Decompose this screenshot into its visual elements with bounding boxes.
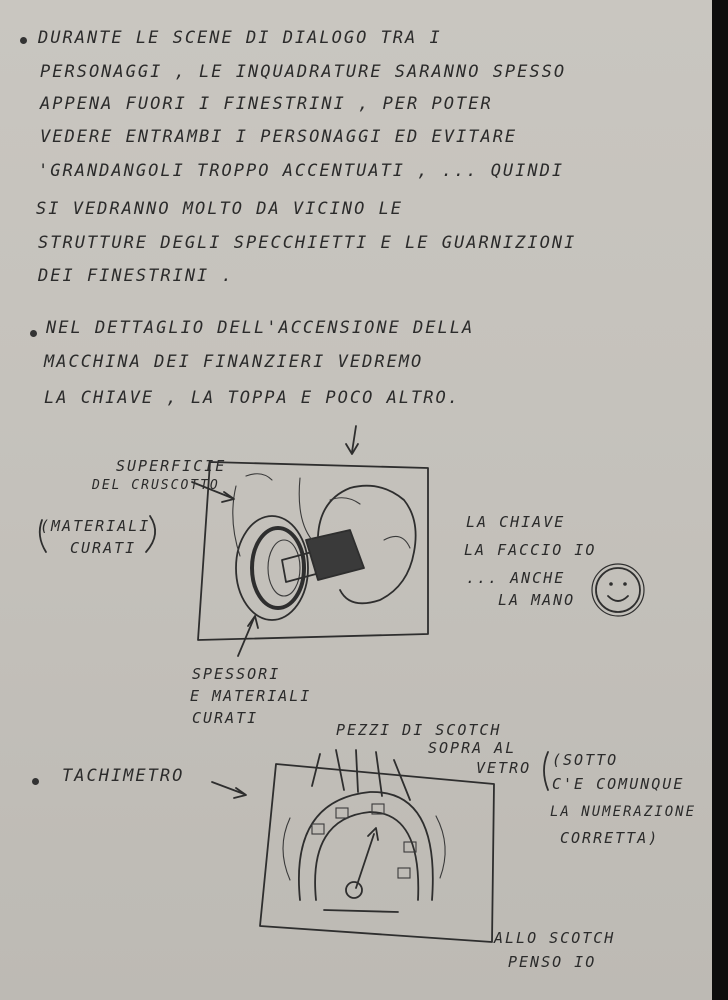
text-line: STRUTTURE DEGLI SPECCHIETTI E LE GUARNIZIONI [38, 233, 577, 253]
label-materiali-line2: CURATI [70, 539, 137, 557]
text-line: SI VEDRANNO MOLTO DA VICINO LE [36, 199, 404, 219]
label-chiave-line1: LA CHIAVE [466, 513, 566, 531]
label-chiave-line4: LA MANO [498, 591, 576, 609]
text-line: DEI FINESTRINI . [38, 266, 234, 286]
label-chiave-line2: LA FACCIO IO [464, 541, 597, 559]
label-scotch-line3: VETRO [476, 759, 532, 777]
label-scotch-line2: SOPRA AL [428, 739, 517, 757]
label-superficie-line2: DEL CRUSCOTTO [92, 478, 220, 493]
label-materiali-line1: (MATERIALI [40, 517, 151, 535]
text-line: LA CHIAVE , LA TOPPA E POCO ALTRO. [44, 388, 460, 408]
label-sotto-line1: (SOTTO [552, 751, 619, 769]
label-sotto-line2: C'E COMUNQUE [552, 775, 685, 793]
tachimetro-label: TACHIMETRO [62, 766, 185, 786]
label-superficie-line1: SUPERFICIE [116, 457, 227, 475]
label-scotch-line1: PEZZI DI SCOTCH [336, 721, 502, 739]
label-spessori-line2: E MATERIALI [190, 687, 312, 705]
text-line: DURANTE LE SCENE DI DIALOGO TRA I [38, 28, 442, 48]
text-line: 'GRANDANGOLI TROPPO ACCENTUATI , ... QUINDI [38, 161, 565, 181]
label-allo-line1: ALLO SCOTCH [494, 929, 616, 947]
label-spessori-line1: SPESSORI [192, 665, 281, 683]
text-line: NEL DETTAGLIO DELL'ACCENSIONE DELLA [46, 318, 475, 338]
page-edge-shadow [712, 0, 728, 1000]
label-allo-line2: PENSO IO [508, 953, 597, 971]
text-line: APPENA FUORI I FINESTRINI , PER POTER [40, 94, 493, 114]
label-sotto-line3: LA NUMERAZIONE [550, 804, 697, 820]
speedometer-sketch [212, 750, 548, 942]
label-spessori-line3: CURATI [192, 709, 259, 727]
ignition-sketch [40, 426, 428, 656]
smiley-face-icon [592, 564, 644, 616]
label-sotto-line4: CORRETTA) [560, 829, 660, 847]
label-chiave-line3: ... ANCHE [466, 569, 566, 587]
text-line: VEDERE ENTRAMBI I PERSONAGGI ED EVITARE [40, 127, 518, 147]
text-line: PERSONAGGI , LE INQUADRATURE SARANNO SPESSO [40, 62, 567, 82]
text-line: MACCHINA DEI FINANZIERI VEDREMO [44, 352, 424, 372]
